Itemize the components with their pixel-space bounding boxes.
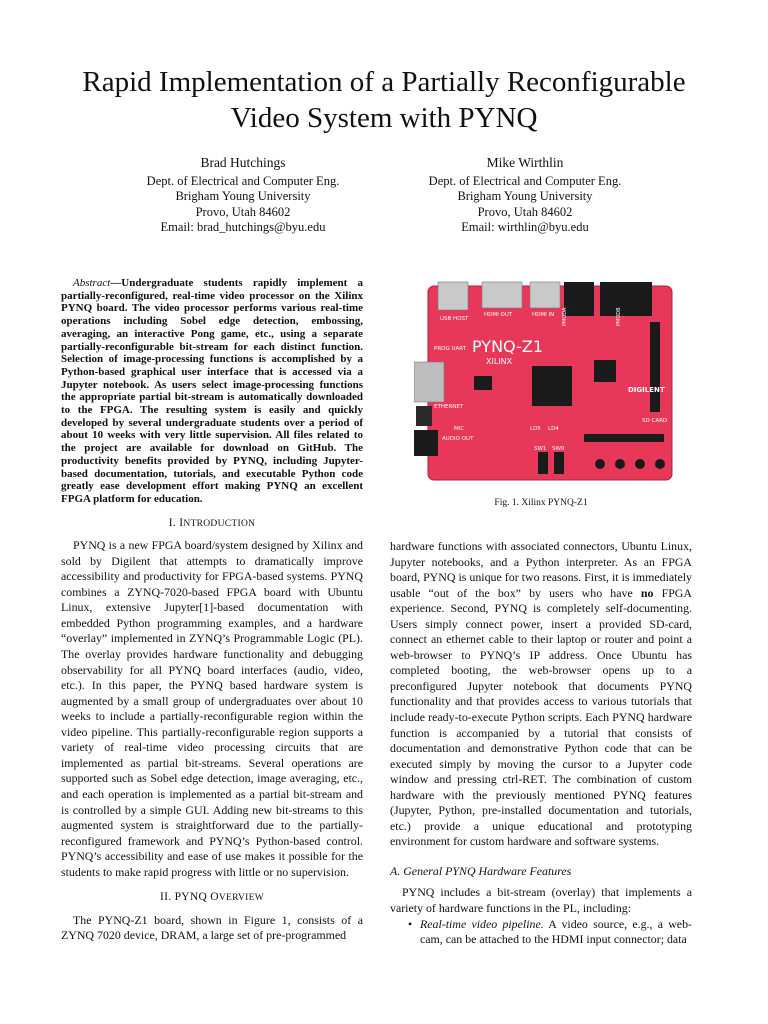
author-email: Email: wirthlin@byu.edu — [461, 220, 589, 234]
author-block-2 — [395, 155, 655, 236]
board-logo-xilinx: XILINX — [486, 357, 513, 366]
overview-text-tail: FPGA experience. Second, PYNQ is completely self-documenting. Users simply connect power, insert a provided SD-card, connect an ethernet cable to their laptop or router and point a web-browser to PYNQ’s IP address. Once Ubuntu has completed booting, the web-browser opens up to a preconfigured Jupyter notebook that documents PYNQ functionality and that provides access to various tutorials that include ready-to-execute Python scripts. Each PYNQ hardware function is accompanied by a tutorial that consists of documentation and demonstrative Python code that can be executed simply by moving the cursor to a Jupyter code window and pressing ctrl-RET. The combination of custom hardware with the previously mentioned PYNQ features (Jupyter, Python, pre-installed documentation and tutorials, etc.) provide a unique educational and prototyping environment for custom hardware and software systems. — [390, 585, 692, 849]
section-rest: NTRODUCTION — [183, 518, 256, 529]
overview-paragraph-start: The PYNQ-Z1 board, shown in Figure 1, consists of a ZYNQ 7020 device, DRAM, a large set of pre-programmed — [61, 912, 363, 943]
board-label-ld5: LD5 — [530, 426, 541, 432]
section-number: II. — [159, 891, 175, 904]
subsection-heading: A. General PYNQ Hardware Features — [390, 863, 572, 878]
board-label-sw0: SW0 — [552, 446, 565, 452]
section-initial: I — [179, 516, 184, 529]
section-number: I. — [168, 516, 180, 529]
figure-caption: Fig. 1. Xilinx PYNQ-Z1 — [494, 498, 588, 508]
author-dept: Dept. of Electrical and Computer Eng. — [146, 173, 340, 188]
title-line-1: Rapid Implementation of a Partially Reconfigurable — [82, 66, 686, 98]
paper-title — [40, 64, 728, 136]
board-label-hdmi-in: HDMI IN — [532, 312, 555, 318]
board-label-pmoda: PMODA — [562, 307, 568, 326]
overview-text: hardware functions with associated connectors, Ubuntu Linux, Jupyter notebooks, and a Python interpreter. As an FPGA board, PYNQ is unique for two reasons. First, it is immediately usable “out of the box” by users who have — [390, 539, 692, 600]
author-city: Provo, Utah 84602 — [195, 204, 291, 219]
left-column — [61, 277, 363, 944]
board-label-ethernet: ETHERNET — [434, 404, 464, 410]
section-heading-overview — [61, 890, 363, 907]
abstract-label: Abstract — [73, 277, 111, 289]
pynq-board-photo — [414, 280, 686, 484]
board-label-prog-uart: PROG UART — [434, 346, 467, 352]
board-logo-digilent: DIGILENT — [628, 386, 665, 394]
board-label-sd-card: SD CARD — [642, 418, 668, 424]
author-block-1 — [113, 155, 373, 236]
board-label-sw1: SW1 — [534, 446, 547, 452]
abstract — [61, 277, 363, 506]
board-label-ld4: LD4 — [548, 426, 559, 432]
board-label-audio-out: AUDIO OUT — [442, 436, 474, 442]
overview-paragraph-continued — [390, 539, 692, 850]
list-item-text: A video source, e.g., a web-cam, can be attached to the HDMI input connector; data — [420, 916, 692, 947]
list-item-lead: Real-time video pipeline. — [420, 916, 544, 931]
abstract-text: —Undergraduate students rapidly implement a partially-reconfigured, real-time video processor on the Xilinx PYNQ board. The video processor performs various real-time operations including Sobel edge detection, embossing, averaging, an interactive Pong game, etc., using a separate partially-reconfigurable bit-stream for each distinct function. Selection of image-processing functions is accomplished by a Python-based graphical user interface that is accessed via a Jupyter notebook. As users select image-processing functions the appropriate partial bit-stream is automatically downloaded to the FPGA. The resulting system is easily and quickly developed by several undergraduate students over a period of about 10 weeks with very little supervision. All files related to the project are available for download on GitHub. The productivity benefits provided by PYNQ, including Jupyter-based documentation, tutorials, and executable Python code greatly ease development effort making PYNQ an excellent FPGA platform for education. — [61, 277, 363, 505]
board-label-hdmi-out: HDMI OUT — [484, 312, 513, 318]
overview-emphasis: no — [640, 585, 654, 600]
list-item — [420, 917, 692, 948]
title-line-2: Video System with PYNQ — [230, 102, 538, 134]
board-label-mic: MIC — [454, 426, 465, 432]
author-email: Email: brad_hutchings@byu.edu — [160, 220, 326, 234]
feature-list — [390, 917, 692, 948]
board-logo-pynq: PYNQ-Z1 — [472, 337, 543, 356]
author-name: Mike Wirthlin — [486, 155, 564, 170]
intro-paragraph: PYNQ is a new FPGA board/system designed by Xilinx and sold by Digilent that attempts to dramatically improve accessibility and productivity for FPGA-based systems. PYNQ combines a ZYNQ-7020-based FPGA board with Ubuntu Linux, extensive Jupyter[1]-based documentation with embedded Python programming examples, and a hardware “overlay” implemented in ZYNQ’s Programmable Logic (PL). The overlay provides hardware functionality and debugging observability for all PYNQ board interfaces (audio, video, etc.). In this paper, the PYNQ based hardware system is augmented by a small group of undergraduates over about 10 weeks to include a partially-reconfigurable region within the video pipeline. This partially-reconfigurable region supports a variety of real-time video processing circuits that are implemented as partial bit-streams. Several operations are supported such as Sobel edge detection, image averaging, etc., and each operation is implemented as a partial bit-stream and is controlled by a simple GUI. Adding new bit-streams to this augmented system is straightforward due to the partially-reconfigured framework and PYNQ’s Python-based control. PYNQ’s accessibility and ease of use makes it possible for the students to make rapid progress with little or no supervision. — [61, 538, 363, 879]
section-lead: PYNQ O — [174, 891, 219, 904]
section-heading-introduction — [61, 516, 363, 533]
section-rest: VERVIEW — [218, 893, 265, 904]
board-label-usb-host: USB HOST — [440, 316, 469, 322]
author-name: Brad Hutchings — [200, 155, 286, 170]
author-city: Provo, Utah 84602 — [477, 204, 573, 219]
author-university: Brigham Young University — [175, 189, 311, 203]
author-dept: Dept. of Electrical and Computer Eng. — [428, 173, 622, 188]
right-column — [390, 539, 692, 948]
subsection-paragraph: PYNQ includes a bit-stream (overlay) that implements a variety of hardware functions in the PL, including: — [390, 885, 692, 916]
board-label-pmodb: PMODB — [616, 307, 622, 326]
author-university: Brigham Young University — [457, 189, 593, 203]
